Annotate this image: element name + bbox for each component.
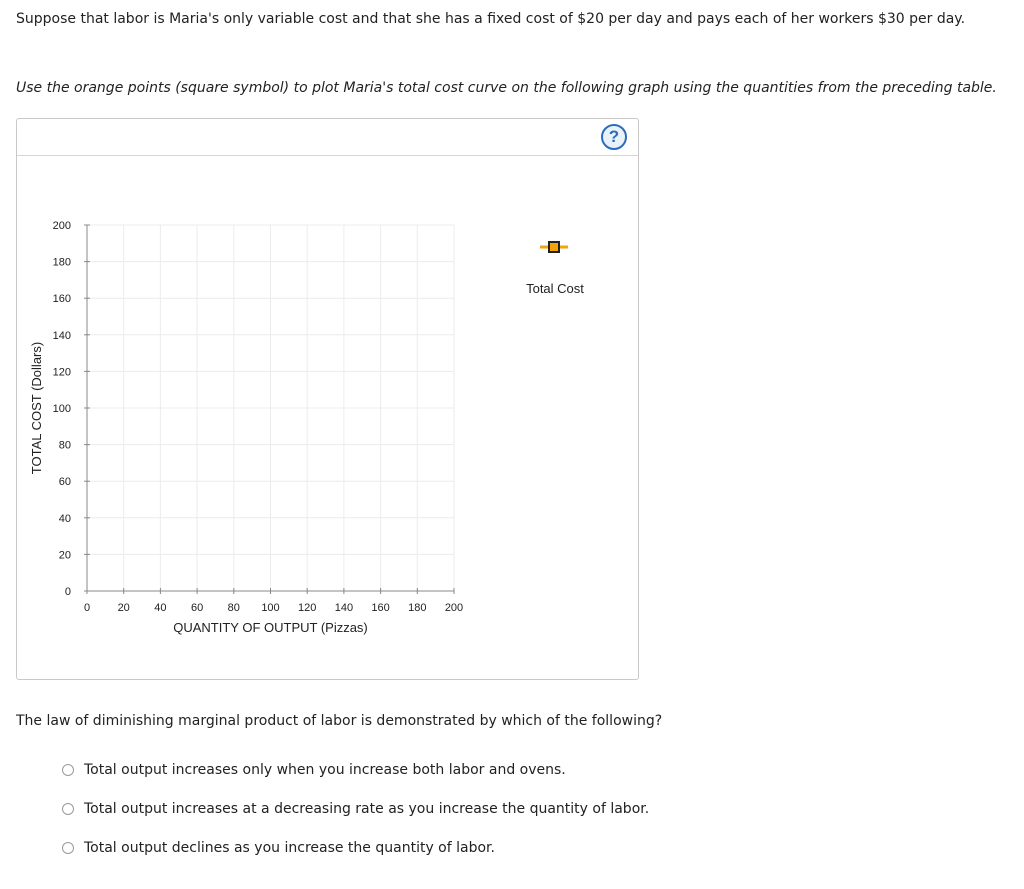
x-tick-label: 180 — [408, 602, 427, 614]
radio-button[interactable] — [62, 803, 74, 815]
y-tick-label: 100 — [52, 403, 71, 415]
x-tick-label: 0 — [83, 602, 91, 614]
multiple-choice-question: The law of diminishing marginal product of labor is demonstrated by which of the following? — [16, 713, 663, 729]
y-tick-label: 80 — [58, 439, 71, 452]
y-tick-label: 160 — [52, 293, 71, 306]
y-tick-label: 60 — [58, 476, 71, 489]
x-tick-label: 20 — [117, 602, 130, 614]
y-tick-label: 140 — [52, 329, 71, 342]
x-tick-label: 160 — [371, 602, 390, 614]
y-tick-label: 120 — [52, 366, 71, 379]
question-prompt: Suppose that labor is Maria's only variable cost and that she has a fixed cost of $20 per day and pays each of her workers $30 per day. — [16, 11, 966, 27]
y-tick-label: 180 — [52, 256, 71, 269]
total-cost-chart[interactable] — [17, 119, 638, 679]
x-tick-label: 120 — [298, 602, 317, 614]
y-tick-label: 20 — [58, 549, 71, 562]
answer-option-3[interactable] — [62, 838, 495, 858]
y-axis-title: TOTAL COST (Dollars) — [29, 341, 44, 475]
graph-panel — [16, 118, 639, 680]
x-tick-label: 100 — [261, 602, 280, 614]
x-tick-label: 140 — [334, 602, 354, 614]
y-tick-label: 200 — [52, 220, 71, 232]
x-axis-title: QUANTITY OF OUTPUT (Pizzas) — [173, 620, 368, 635]
help-button[interactable]: ? — [601, 124, 627, 150]
answer-option-label: Total output increases only when you increase both labor and ovens. — [84, 762, 566, 778]
x-tick-label: 80 — [227, 602, 240, 614]
y-tick-label: 0 — [64, 586, 71, 598]
radio-button[interactable] — [62, 842, 74, 854]
x-tick-label: 200 — [444, 602, 464, 614]
answer-option-1[interactable] — [62, 760, 566, 780]
graph-instruction: Use the orange points (square symbol) to plot Maria's total cost curve on the following graph using the quantities from the preceding table. — [16, 80, 997, 96]
radio-button[interactable] — [62, 764, 74, 776]
legend-label: Total Cost — [526, 281, 584, 296]
answer-option-label: Total output declines as you increase the quantity of labor. — [84, 840, 495, 856]
x-tick-label: 40 — [154, 602, 167, 614]
total-cost-point-tool[interactable] — [549, 242, 559, 252]
y-tick-label: 40 — [58, 512, 71, 525]
answer-option-label: Total output increases at a decreasing rate as you increase the quantity of labor. — [84, 801, 650, 817]
answer-option-2[interactable] — [62, 799, 649, 819]
x-tick-label: 60 — [190, 602, 204, 614]
